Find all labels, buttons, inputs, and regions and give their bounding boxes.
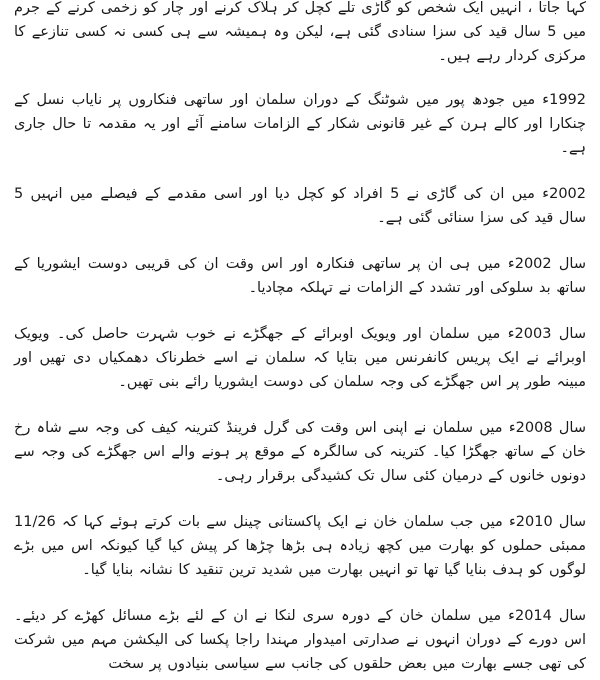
paragraph-2002-aishwarya: سال 2002ء میں ہی ان پر ساتھی فنکارہ اور اس وقت ان کی قریبی دوست ایشوریا کے ساتھ بد سلوکی اور تشدد کے الزامات نے تہلکہ مچادیا۔: [14, 256, 586, 296]
paragraph-2014-srilanka: سال 2014ء میں سلمان خان کے دورہ سری لنکا نے ان کے لئے بڑے مسائل کھڑے کر دیئے۔ اس دورے کے دوران انہوں نے صدارتی امیدوار مہندا راجا پکسا کی الیکشن مہم میں شرکت کی تھی جسے بھارت میں بعض حلقوں کی جانب سے سیاسی بنیادوں پر سخت: [14, 608, 586, 672]
paragraph-1992-hunting: 1992ء میں جودھ پور میں شوٹنگ کے دوران سلمان اور ساتھی فنکاروں پر نایاب نسل کے چنکارا اور کالے ہرن کے غیر قانونی شکار کے الزامات سامنے آئے اور یہ مقدمہ تا حال جاری ہے۔: [14, 92, 586, 156]
paragraph-2010-mumbai: سال 2010ء میں جب سلمان خان نے ایک پاکستانی چینل سے بات کرتے ہوئے کہا کہ 11/26 ممبئی حملوں کو بھارت میں کچھ زیادہ ہی بڑھا چڑھا کر پیش کیا گیا کیونکہ اس میں بڑے لوگوں کو ہدف بنایا گیا تھا تو انہیں بھارت میں شدید ترین تنقید کا نشانہ بنایا گیا۔: [14, 514, 586, 578]
paragraph-gap: [14, 230, 586, 252]
paragraph-gap: [14, 160, 586, 182]
paragraph-gap: [14, 68, 586, 88]
paragraph-gap: [14, 488, 586, 510]
paragraph-2008-shahrukh: سال 2008ء میں سلمان نے اپنی اس وقت کی گرل فرینڈ کترینہ کیف کی وجہ سے شاہ رخ خان کے ساتھ جھگڑا کیا۔ کترینہ کی سالگرہ کے موقع پر ہونے والے اس جھگڑے کی وجہ سے دونوں خانوں کے درمیان کئی سال تک کشیدگی برقرار رہی۔: [14, 420, 586, 484]
paragraph-gap: [14, 394, 586, 416]
paragraph-2003-vivek: سال 2003ء میں سلمان اور ویویک اوبرائے کے جھگڑے نے خوب شہرت حاصل کی۔ ویویک اوبرائے نے ایک پریس کانفرنس میں بتایا کہ سلمان نے اسے خطرناک دھمکیاں دی تھیں اور مبینہ طور پر اس جھگڑے کی وجہ سلمان کی دوست ایشوریا رائے بنی تھیں۔: [14, 326, 586, 390]
paragraph-salman-intro: کہا جاتا ، انہیں ایک شخص کو گاڑی تلے کچل کر ہلاک کرنے اور چار کو زخمی کرنے کے جرم میں 5 سال قید کی سزا سنادی گئی ہے، لیکن وہ ہمیشہ سے ہی کسی نہ کسی تنازعے کا مرکزی کردار رہے ہیں۔: [14, 0, 586, 64]
paragraph-gap: [14, 582, 586, 604]
paragraph-gap: [14, 300, 586, 322]
paragraph-2002-hit-and-run: 2002ء میں ان کی گاڑی نے 5 افراد کو کچل دیا اور اسی مقدمے کے فیصلے میں انہیں 5 سال قید کی سزا سنائی گئی ہے۔: [14, 186, 586, 226]
